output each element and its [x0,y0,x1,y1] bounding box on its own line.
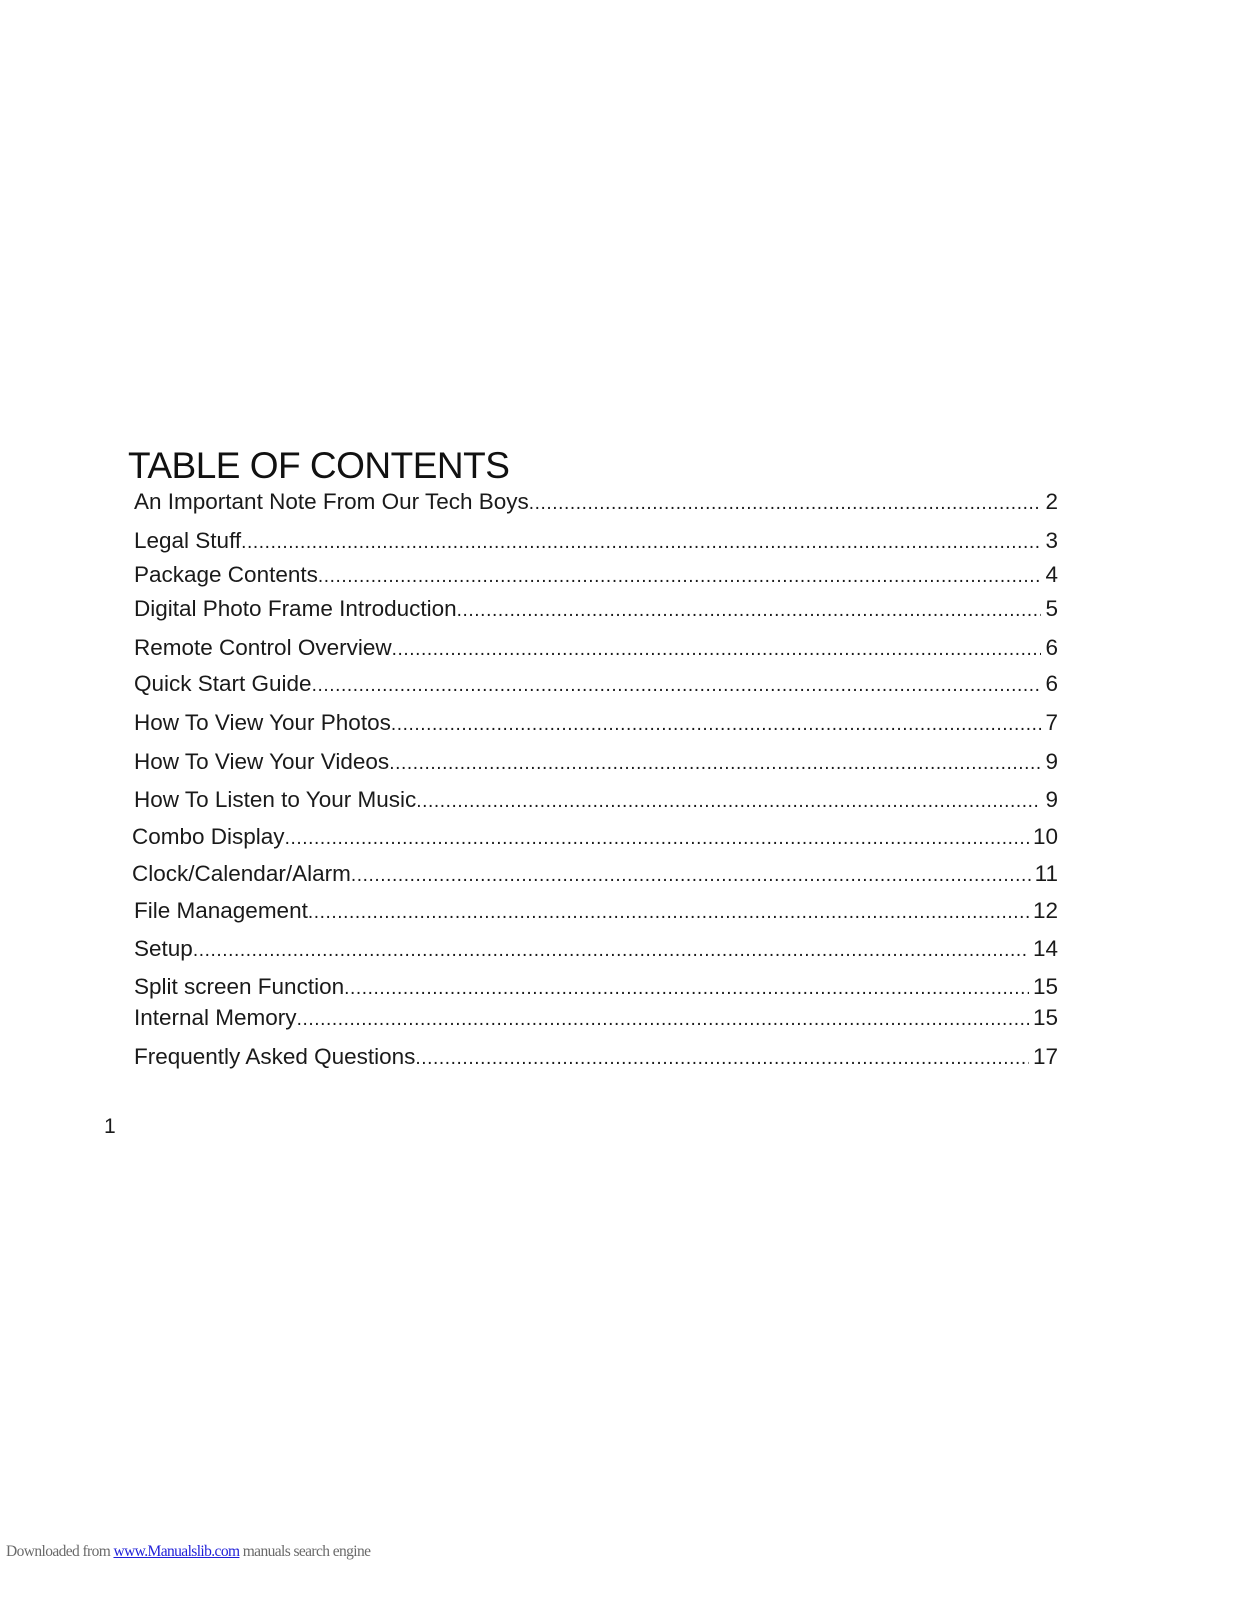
toc-entry-package-contents[interactable] [134,560,1058,590]
toc-entry-page: 6 [1045,671,1058,696]
toc-entry-page: 7 [1045,710,1058,735]
toc-entry-title: How To Listen to Your Music [134,787,417,812]
toc-entry-page: 14 [1032,936,1058,961]
toc-entry-setup[interactable] [134,934,1058,964]
download-footer [6,1542,370,1562]
toc-entry-faq[interactable] [134,1042,1058,1072]
toc-entry-page: 9 [1045,787,1058,812]
toc-entry-view-videos[interactable] [134,747,1058,777]
toc-entry-page: 15 [1032,1005,1058,1030]
toc-entry-title: How To View Your Photos [134,710,391,735]
toc-entry-remote-control[interactable] [134,633,1058,663]
toc-entry-page: 5 [1045,596,1058,621]
toc-entry-page: 15 [1032,974,1058,999]
dot-leader [297,1005,1029,1035]
dot-leader [389,749,1041,779]
toc-entry-view-photos[interactable] [134,708,1058,738]
toc-entry-internal-memory[interactable] [134,1003,1058,1033]
toc-entry-listen-music[interactable] [134,785,1058,815]
dot-leader [241,528,1041,558]
toc-entry-page: 9 [1045,749,1058,774]
dot-leader [318,562,1042,592]
toc-entry-legal-stuff[interactable] [134,526,1058,556]
toc-entry-page: 2 [1045,489,1058,514]
toc-entry-title: Setup [134,936,193,961]
toc-entry-title: Package Contents [134,562,318,587]
toc-entry-title: Digital Photo Frame Introduction [134,596,457,621]
dot-leader [285,824,1029,854]
dot-leader [344,974,1029,1004]
dot-leader [392,635,1042,665]
dot-leader [415,1044,1029,1074]
toc-entry-combo-display[interactable] [132,822,1058,852]
toc-entry-title: Split screen Function [134,974,345,999]
toc-entry-split-screen[interactable] [134,972,1058,1002]
page-number: 1 [104,1115,116,1138]
toc-entry-title: Clock/Calendar/Alarm [132,861,351,886]
toc-entry-title: Quick Start Guide [134,671,312,696]
toc-entry-title: Remote Control Overview [134,635,392,660]
toc-entry-page: 11 [1034,861,1058,886]
toc-entry-page: 3 [1045,528,1058,553]
toc-entry-page: 12 [1032,898,1058,923]
toc-entry-file-management[interactable] [134,896,1058,926]
toc-entry-frame-introduction[interactable] [134,594,1058,624]
dot-leader [351,861,1031,891]
toc-entry-tech-note[interactable] [134,487,1058,517]
toc-heading: TABLE OF CONTENTS [128,445,510,486]
dot-leader [391,710,1042,740]
toc-entry-page: 17 [1032,1044,1058,1069]
dot-leader [457,596,1042,626]
toc-entry-title: Frequently Asked Questions [134,1044,416,1069]
toc-entry-page: 4 [1045,562,1058,587]
toc-entry-title: Legal Stuff [134,528,242,553]
footer-prefix: Downloaded from [6,1543,114,1560]
dot-leader [529,489,1042,519]
manualslib-link[interactable]: www.Manualslib.com [113,1543,240,1560]
toc-entry-page: 6 [1045,635,1058,660]
toc-entry-title: File Management [134,898,308,923]
toc-entry-title: An Important Note From Our Tech Boys [134,489,529,514]
dot-leader [308,898,1029,928]
dot-leader [416,787,1041,817]
toc-entry-clock-calendar-alarm[interactable] [132,859,1058,889]
dot-leader [312,671,1042,701]
dot-leader [193,936,1029,966]
footer-suffix: manuals search engine [239,1543,371,1560]
toc-entry-quick-start[interactable] [134,669,1058,699]
toc-entry-page: 10 [1032,824,1058,849]
toc-entry-title: Internal Memory [134,1005,297,1030]
toc-entry-title: How To View Your Videos [134,749,390,774]
toc-entry-title: Combo Display [132,824,285,849]
